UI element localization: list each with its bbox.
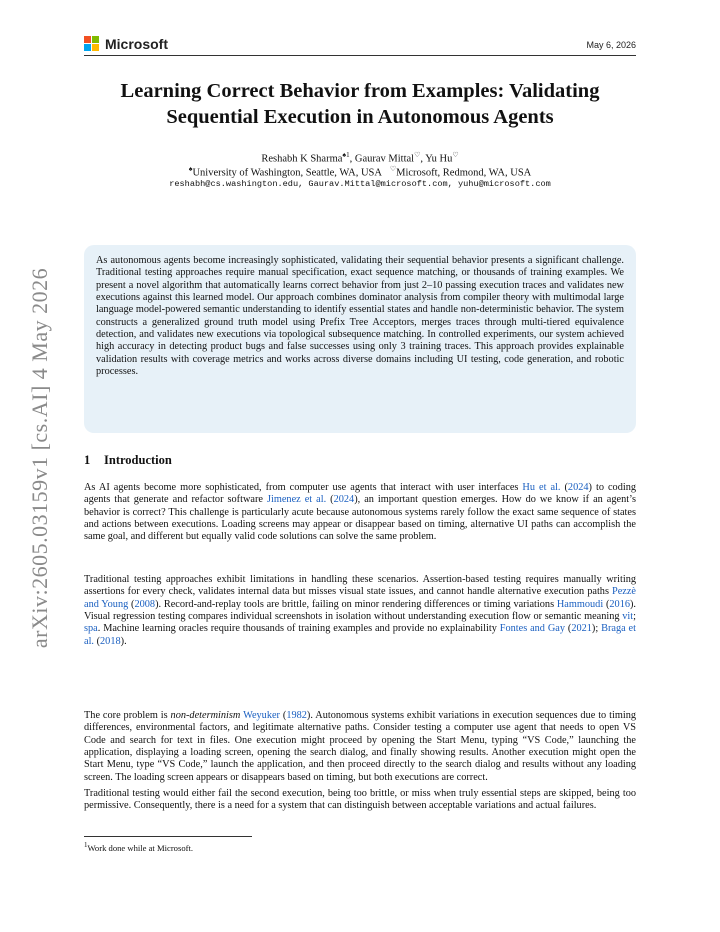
paragraph: As AI agents become more sophisticated, from computer use agents that interact with user interfaces Hu et al. (2024) to coding agents that generate and refactor software Jimenez et al. (2024), an important question emerges. How do we know if an agent’s behavior is correct? This challenge is particularly acute because autonomous systems rarely follow the exact same sequence of states and actions between executions. Loading screens may appear or disappear based on timing, alternative UI paths can accomplish the same goal, and different but equally valid code solutions can solve the same problem. bbox=[84, 482, 637, 543]
paragraph-text: ; bbox=[595, 623, 602, 635]
paragraph: Traditional testing approaches exhibit limitations in handling these scenarios. Assertion-based testing requires manually writing assertions for every check, validates internal data but misses visual state issues, and cannot handle alternative execution paths Pezzè and Young (2008). Record-and-replay tools are brittle, failing on minor rendering differences or timing variations Hammoudi (2016). Visual regression testing compares individual screenshots in isolation without understanding execution flow or semantic meaning vit; spa. Machine learning oracles require thousands of training examples and provide no explainability Fontes and Gay (2021); Braga et al. (2018). bbox=[84, 574, 636, 647]
heart-icon: ♡ bbox=[389, 165, 397, 173]
footnote-mark: 1 bbox=[84, 841, 88, 849]
paragraph-text: . Autonomous systems exhibit variations in execution sequences due to timing differences, environmental factors, and legitimate alternative paths. Consider testing a computer use agent that needs to open VS Code and search for text in files. One execution might proceed by opening the Start Menu, typing “VS Code,” launching the application, displaying a loading screen, opening the search dialog, and finally showing results. Another execution might open the Start Menu, type “VS Code,” launch the application, and then proceed directly to the search dialog and results without any loading screen. The loading screen appears or disappears based on timing, but both executions are correct. bbox=[84, 710, 636, 783]
citation-link[interactable]: vit bbox=[622, 611, 634, 623]
citation-year-link[interactable]: 2018 bbox=[100, 635, 121, 647]
paragraph-text: . Machine learning oracles require thousands of training examples and provide no explainability bbox=[97, 623, 500, 635]
citation-year-link[interactable]: 2008 bbox=[134, 598, 156, 610]
brand-name: Microsoft bbox=[105, 36, 168, 52]
section-number: 1 bbox=[84, 453, 91, 467]
citation-link[interactable]: Hammoudi bbox=[556, 598, 604, 610]
author-mark: ♠1 bbox=[342, 151, 350, 159]
citation-year-link[interactable]: 2016 bbox=[609, 598, 630, 610]
citation-year-link[interactable]: 1982 bbox=[286, 710, 307, 721]
microsoft-logo-icon bbox=[84, 36, 100, 52]
paper-title: Learning Correct Behavior from Examples: Validating Sequential Execution in Autonomous Agents bbox=[120, 80, 600, 128]
footnote-rule bbox=[84, 836, 252, 837]
affiliation-microsoft: Microsoft, Redmond, WA, USA bbox=[396, 167, 532, 179]
citation-link[interactable]: Jimenez et al. bbox=[266, 494, 327, 506]
author-emails: reshabh@cs.washington.edu, Gaurav.Mittal@microsoft.com, yuhu@microsoft.com bbox=[169, 179, 551, 189]
arxiv-identifier: arXiv:2605.03159v1 [cs.AI] 4 May 2026 bbox=[27, 267, 52, 649]
paragraph-text: The core problem is bbox=[84, 710, 171, 721]
abstract-text: As autonomous agents become increasingly sophisticated, validating their sequential behavior presents a significant challenge. Traditional testing approaches require manual specification, exact sequence matching, or thousands of training examples. We present a novel algorithm that automatically learns correct behavior from just 2–10 passing execution traces and validates new executions against this learned model. Our approach combines dominator analysis from compiler theory with multimodal large language model-powered semantic understanding to identify essential states and handle non-deterministic behavior. The system constructs a generalized ground truth model using Prefix Tree Acceptors, merges traces through multi-tiered equivalence detection, and validates new executions via topological subsequence matching. In controlled experiments, our system achieved high accuracy in detecting product bugs and false successes using only 3 training traces. This approach provides explainable validation results with coverage metrics and works across diverse domains including UI testing, code generation, and robotic processes. bbox=[96, 255, 624, 378]
citation-year-link[interactable]: 2024 bbox=[567, 482, 589, 493]
page-header bbox=[84, 36, 636, 54]
spade-icon: ♠ bbox=[188, 165, 193, 173]
paragraph-text: . Visual regression testing compares individual screenshots in isolation without understanding execution flow or semantic meaning bbox=[84, 598, 636, 623]
author-name: , Gaurav Mittal bbox=[349, 153, 415, 165]
author-name: , Yu Hu bbox=[420, 153, 453, 165]
paragraph: Traditional testing would either fail the second execution, being too brittle, or miss when truly essential steps are skipped, being too permissive. Consequently, there is a need for a system that can distinguish between acceptable variations and actual failures. bbox=[84, 788, 636, 812]
citation-link[interactable]: Weyuker bbox=[243, 710, 280, 721]
abstract-box bbox=[84, 245, 636, 433]
header-rule bbox=[84, 55, 636, 56]
author-mark: ♡ bbox=[414, 151, 421, 159]
section-title: Introduction bbox=[104, 453, 172, 467]
header-date: May 6, 2026 bbox=[586, 40, 636, 50]
paragraph: The core problem is non-determinism Weyuker (1982). Autonomous systems exhibit variations in execution sequences due to timing differences, environmental factors, and legitimate alternative paths. Consider testing a computer use agent that needs to open VS Code and search for text in files. One execution might proceed by opening the Start Menu, typing “VS Code,” launching the application, displaying a loading screen, opening the search dialog, and finally showing results. Another execution might open the Start Menu, type “VS Code,” launch the application, and then proceed directly to the search dialog and results without any loading screen. The loading screen appears or disappears based on timing, but both executions are correct. bbox=[84, 710, 636, 783]
citation-link[interactable]: Braga et al. bbox=[84, 623, 636, 647]
citation-link[interactable]: spa bbox=[84, 623, 98, 635]
author-name: Reshabh K Sharma bbox=[261, 153, 343, 165]
footnote bbox=[84, 840, 193, 854]
paragraph-text: ; bbox=[633, 611, 636, 623]
citation-link[interactable]: Pezzè and Young bbox=[84, 586, 636, 610]
citation-year-link[interactable]: 2024 bbox=[333, 494, 355, 506]
citation-year-link[interactable]: 2021 bbox=[571, 623, 592, 635]
paragraph-text: As AI agents become more sophisticated, from computer use agents that interact with user interfaces bbox=[84, 482, 523, 493]
paragraph-text: Traditional testing approaches exhibit limitations in handling these scenarios. Assertion-based testing requires manually writing assertions for every check, validates internal data but misses visual state issues, and cannot handle alternative execution paths bbox=[84, 574, 636, 598]
affiliation-uw: University of Washington, Seattle, WA, USA bbox=[192, 167, 382, 179]
author-mark: ♡ bbox=[452, 151, 459, 159]
arxiv-sidebar bbox=[27, 267, 52, 649]
paragraph-text: . Record-and-replay tools are brittle, failing on minor rendering differences or timing variations bbox=[158, 598, 557, 610]
paragraph-text: . bbox=[124, 635, 127, 647]
paragraph-text: to coding agents that generate and refactor software bbox=[84, 482, 637, 506]
emphasis-text: non-determinism bbox=[170, 710, 241, 721]
footnote-text: Work done while at Microsoft. bbox=[87, 842, 194, 853]
citation-link[interactable]: Fontes and Gay bbox=[499, 623, 565, 635]
paragraph-text: , an important question emerges. How do we know if an agent’s behavior is correct? This challenge is particularly acute because autonomous systems rarely follow the exact same sequence of states and actions between executions. Loading screens may appear or disappear based on timing, alternative UI paths can accomplish the same goal, and different but equally valid code solutions can solve the same problem. bbox=[84, 494, 636, 543]
section-heading bbox=[84, 453, 172, 468]
citation-link[interactable]: Hu et al. bbox=[522, 482, 561, 493]
